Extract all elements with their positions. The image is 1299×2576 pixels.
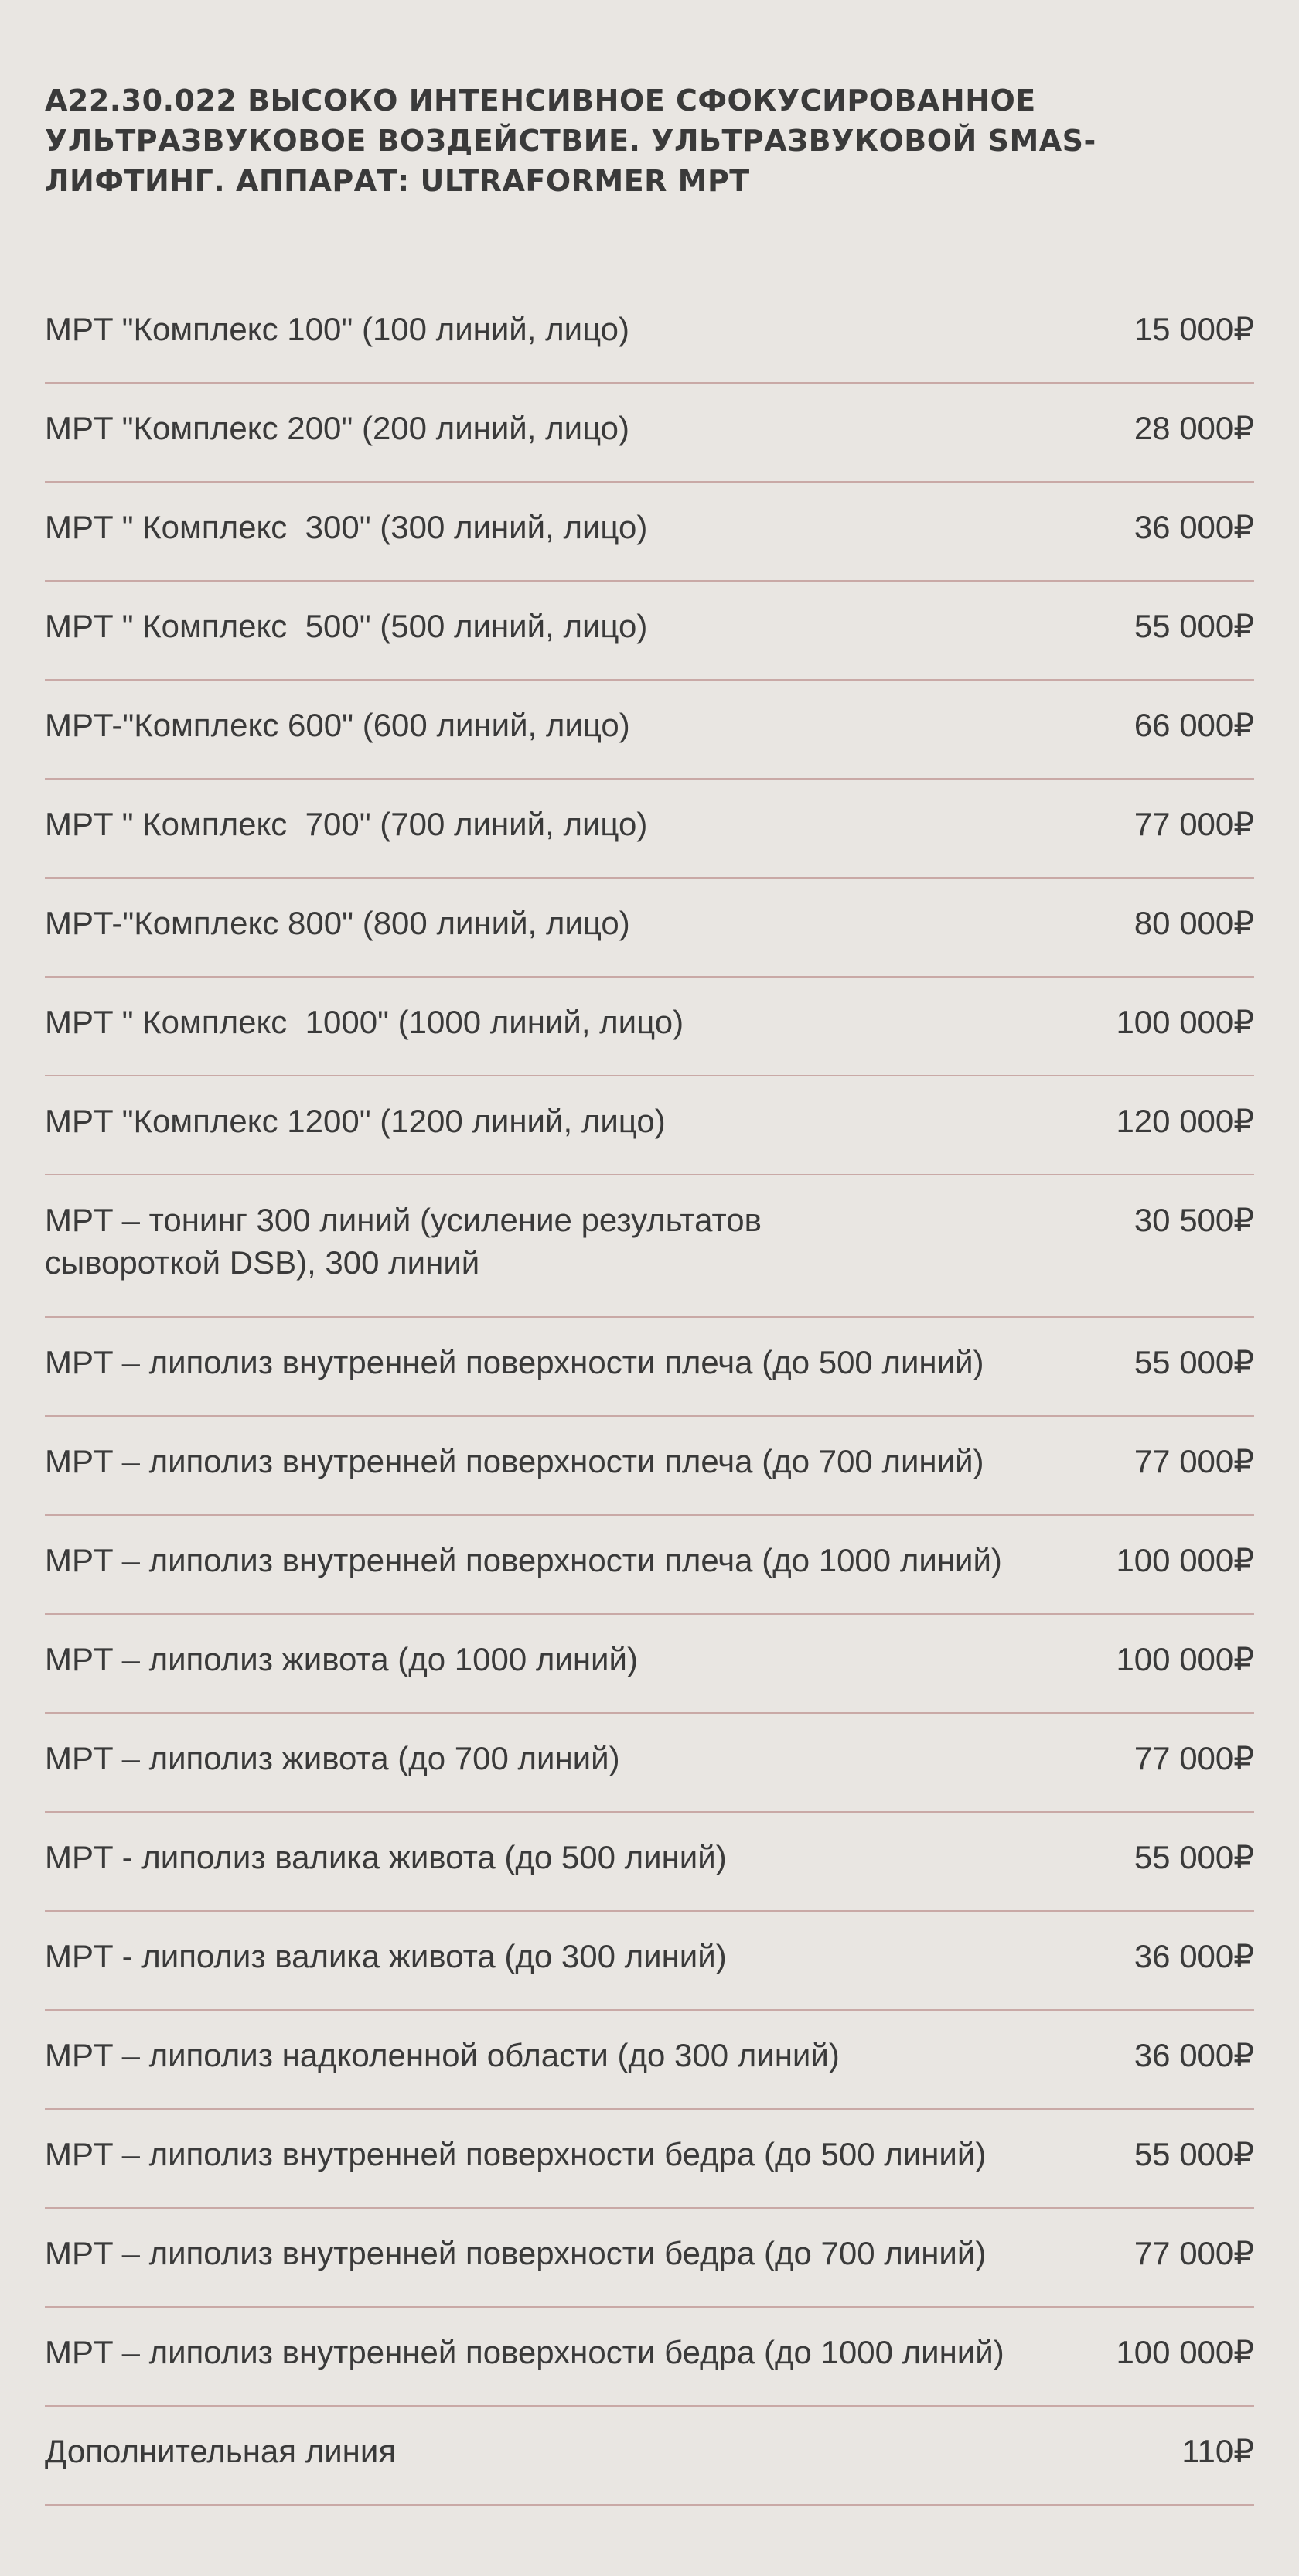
service-price: 28 000₽ bbox=[1134, 410, 1254, 446]
service-name: MPT " Комплекс 700" (700 линий, лицо) bbox=[45, 806, 648, 842]
price-row bbox=[45, 879, 1254, 978]
price-row bbox=[45, 285, 1254, 384]
price-row bbox=[45, 780, 1254, 879]
service-name: MPT – липолиз внутренней поверхности бедра (до 700 линий) bbox=[45, 2235, 987, 2271]
service-price: 100 000₽ bbox=[1116, 1641, 1254, 1677]
service-price: 77 000₽ bbox=[1134, 2235, 1254, 2271]
service-name: MPT-"Комплекс 600" (600 линий, лицо) bbox=[45, 707, 630, 743]
service-name: Дополнительная линия bbox=[45, 2433, 397, 2469]
price-row bbox=[45, 483, 1254, 582]
service-name: MPT "Комплекс 200" (200 линий, лицо) bbox=[45, 410, 629, 446]
service-name: MPT "Комплекс 100" (100 линий, лицо) bbox=[45, 311, 629, 347]
price-row bbox=[45, 2011, 1254, 2110]
service-name: MPT – липолиз внутренней поверхности бедра (до 500 линий) bbox=[45, 2136, 987, 2172]
service-name: MPT - липолиз валика живота (до 500 линий) bbox=[45, 1839, 727, 1875]
service-name: MPT-"Комплекс 800" (800 линий, лицо) bbox=[45, 905, 630, 941]
service-price: 55 000₽ bbox=[1134, 2136, 1254, 2172]
page-title: A22.30.022 ВЫСОКО ИНТЕНСИВНОЕ СФОКУСИРОВАННОЕ УЛЬТРАЗВУКОВОЕ ВОЗДЕЙСТВИЕ. УЛЬТРАЗВУКОВОЙ SMAS-ЛИФТИНГ. АППАРАТ: ULTRAFORMER MPT bbox=[45, 84, 1096, 198]
price-row bbox=[45, 2110, 1254, 2209]
price-row bbox=[45, 978, 1254, 1076]
service-price: 36 000₽ bbox=[1134, 2037, 1254, 2073]
service-price: 36 000₽ bbox=[1134, 1938, 1254, 1974]
price-row bbox=[45, 384, 1254, 483]
price-list bbox=[45, 285, 1254, 2506]
service-price: 120 000₽ bbox=[1116, 1103, 1254, 1139]
price-row bbox=[45, 1417, 1254, 1516]
service-price: 66 000₽ bbox=[1134, 707, 1254, 743]
service-price: 55 000₽ bbox=[1134, 1839, 1254, 1875]
price-row bbox=[45, 1615, 1254, 1714]
service-name: MPT " Комплекс 300" (300 линий, лицо) bbox=[45, 509, 648, 545]
service-name: MPT " Комплекс 1000" (1000 линий, лицо) bbox=[45, 1004, 684, 1040]
service-name: MPT – липолиз живота (до 1000 линий) bbox=[45, 1641, 638, 1677]
service-price: 36 000₽ bbox=[1134, 509, 1254, 545]
service-price: 100 000₽ bbox=[1116, 2334, 1254, 2370]
service-price: 77 000₽ bbox=[1134, 806, 1254, 842]
price-row bbox=[45, 1516, 1254, 1615]
service-price: 110₽ bbox=[1181, 2433, 1254, 2469]
service-price: 55 000₽ bbox=[1134, 1344, 1254, 1380]
price-row bbox=[45, 1912, 1254, 2011]
service-name: MPT – липолиз внутренней поверхности бедра (до 1000 линий) bbox=[45, 2334, 1004, 2370]
service-price: 77 000₽ bbox=[1134, 1740, 1254, 1776]
service-name: MPT "Комплекс 1200" (1200 линий, лицо) bbox=[45, 1103, 666, 1139]
price-row bbox=[45, 1714, 1254, 1813]
price-row bbox=[45, 1076, 1254, 1175]
price-row bbox=[45, 681, 1254, 780]
service-price: 15 000₽ bbox=[1134, 311, 1254, 347]
service-name: MPT – липолиз внутренней поверхности плеча (до 1000 линий) bbox=[45, 1542, 1002, 1578]
service-price: 77 000₽ bbox=[1134, 1443, 1254, 1479]
service-price: 80 000₽ bbox=[1134, 905, 1254, 941]
price-row bbox=[45, 1813, 1254, 1912]
price-row bbox=[45, 2209, 1254, 2308]
service-price: 55 000₽ bbox=[1134, 608, 1254, 644]
service-price: 100 000₽ bbox=[1116, 1542, 1254, 1578]
price-row bbox=[45, 582, 1254, 681]
service-name: MPT - липолиз валика живота (до 300 линий) bbox=[45, 1938, 727, 1974]
price-row bbox=[45, 1318, 1254, 1417]
service-name: MPT " Комплекс 500" (500 линий, лицо) bbox=[45, 608, 648, 644]
service-name: MPT – липолиз внутренней поверхности плеча (до 500 линий) bbox=[45, 1344, 984, 1380]
service-name: MPT – липолиз живота (до 700 линий) bbox=[45, 1740, 620, 1776]
price-row bbox=[45, 1175, 1254, 1318]
service-name: MPT – липолиз надколенной области (до 300 линий) bbox=[45, 2037, 840, 2073]
service-name: MPT – липолиз внутренней поверхности плеча (до 700 линий) bbox=[45, 1443, 984, 1479]
service-price: 30 500₽ bbox=[1134, 1202, 1254, 1238]
service-price: 100 000₽ bbox=[1116, 1004, 1254, 1040]
price-row bbox=[45, 2407, 1254, 2506]
service-name: MPT – тонинг 300 линий (усиление результатов сывороткой DSB), 300 линий bbox=[45, 1202, 771, 1281]
price-row bbox=[45, 2308, 1254, 2407]
